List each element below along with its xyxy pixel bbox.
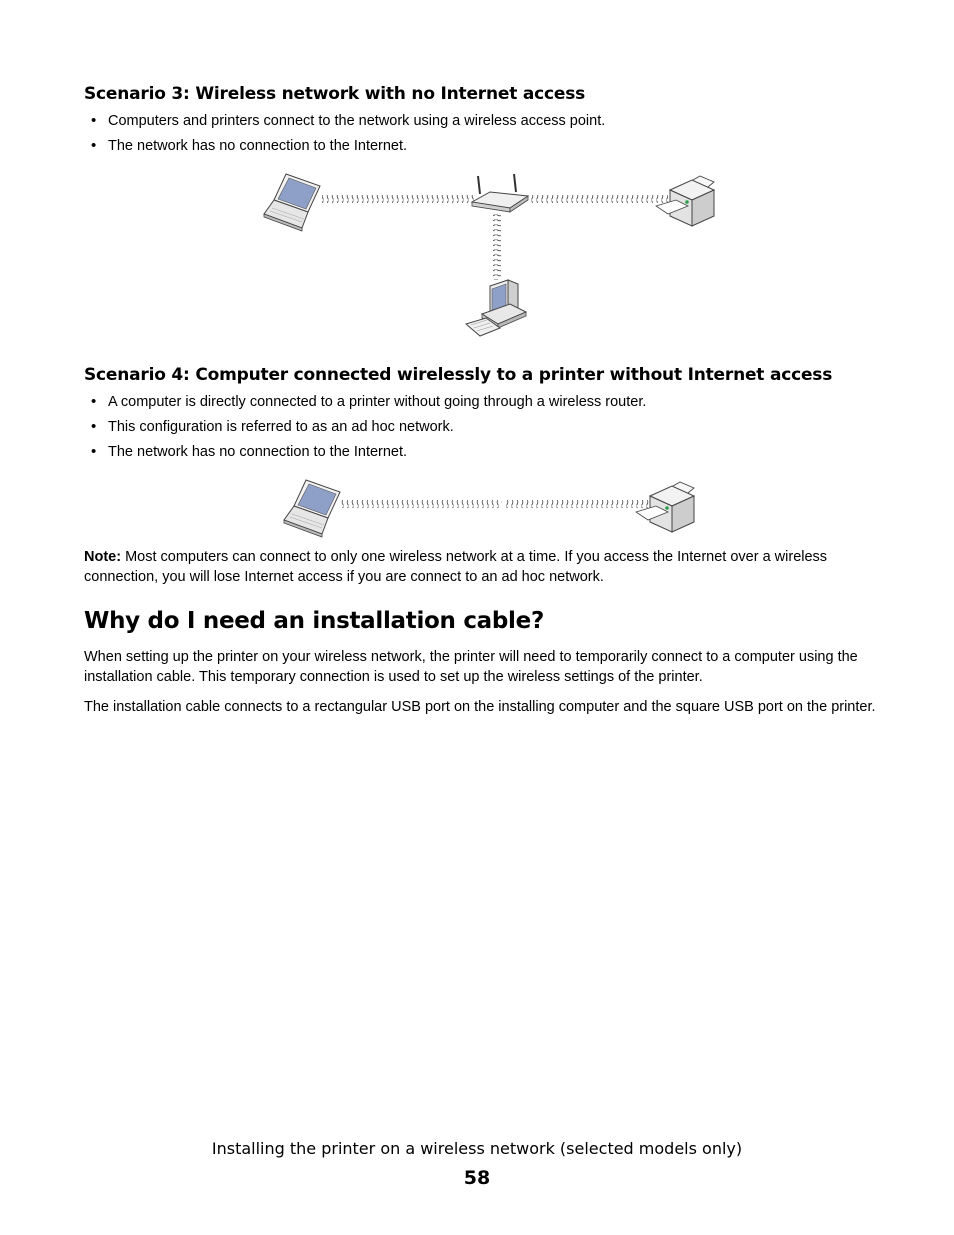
page-number: 58 <box>463 1167 491 1189</box>
note-text: Most computers can connect to only one wireless network at a time. If you access the Internet over a wireless connection, you will lose Internet access if you are connect to an ad hoc network. <box>84 549 828 585</box>
list-item: • Computers and printers connect to the network using a wireless access point. <box>84 112 605 137</box>
laptop-icon <box>284 480 340 537</box>
list-item: • The network has no connection to the Internet. <box>84 137 605 162</box>
list-item: • A computer is directly connected to a printer without going through a wireless router. <box>84 393 646 418</box>
list-item: • The network has no connection to the Internet. <box>84 443 646 468</box>
laptop-icon <box>264 174 320 231</box>
note-label: Note: <box>84 549 122 565</box>
desktop-computer-icon <box>466 280 526 336</box>
scenario-4-bullet-list <box>84 393 646 468</box>
body-paragraph: The installation cable connects to a rectangular USB port on the installing computer and the square USB port on the printer. <box>84 699 876 715</box>
note-paragraph <box>84 547 884 587</box>
scenario-4-adhoc-diagram <box>0 474 954 538</box>
scenario-3-heading: Scenario 3: Wireless network with no Internet access <box>84 84 586 104</box>
scenario-4-heading: Scenario 4: Computer connected wirelessly to a printer without Internet access <box>84 365 833 385</box>
scenario-3-network-diagram <box>0 168 954 348</box>
scenario-3-bullet-list <box>84 112 605 162</box>
footer-chapter-title: Installing the printer on a wireless network (selected models only) <box>211 1139 743 1158</box>
wireless-router-icon <box>472 174 528 212</box>
body-paragraph: When setting up the printer on your wireless network, the printer will need to temporarily connect to a computer using the installation cable. This temporary connection is used to set up the wireless settings of the printer. <box>84 649 858 685</box>
list-item: • This configuration is referred to as an ad hoc network. <box>84 418 646 443</box>
section-heading: Why do I need an installation cable? <box>84 608 544 634</box>
